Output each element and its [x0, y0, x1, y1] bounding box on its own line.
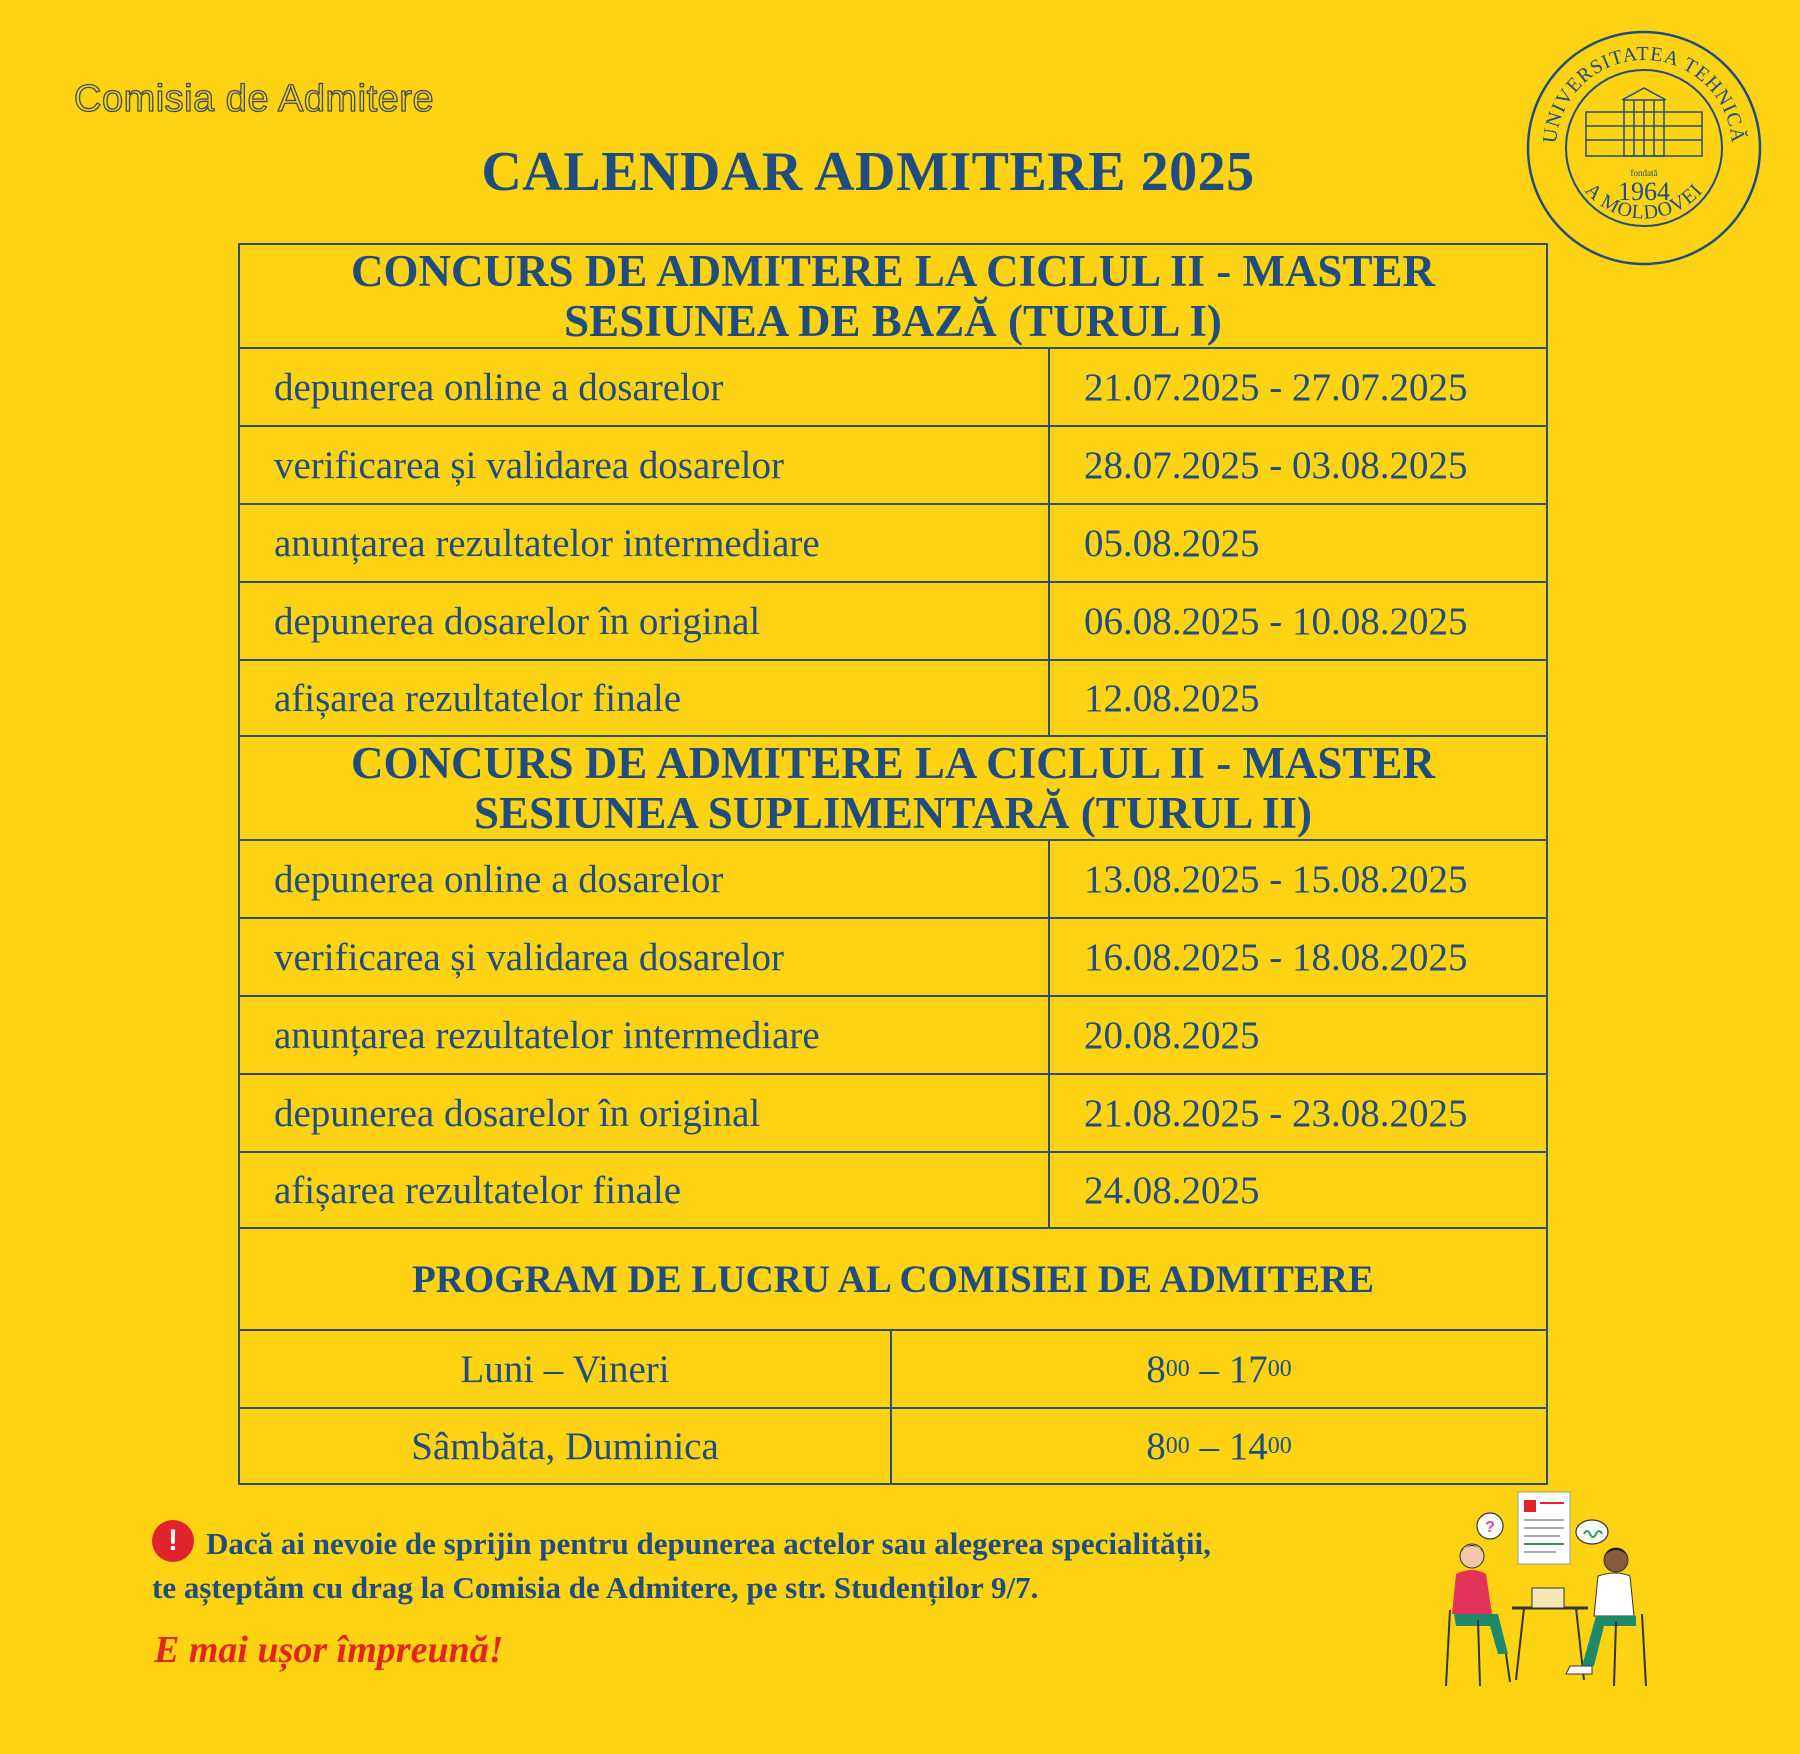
date-cell: 20.08.2025 [1084, 1013, 1260, 1057]
support-notice [152, 1520, 1422, 1610]
date-cell: 24.08.2025 [1084, 1168, 1260, 1212]
session-1-header [240, 245, 1546, 349]
activity-cell: afișarea rezultatelor finale [240, 1153, 1050, 1227]
schedule-hours: 8 00 – 14 00 [1146, 1424, 1292, 1468]
page-title: CALENDAR ADMITERE 2025 [481, 141, 1255, 203]
schedule-days: Sâmbăta, Duminica [240, 1409, 892, 1483]
svg-text:?: ? [1485, 1519, 1495, 1536]
notice-line-1: Dacă ai nevoie de sprijin pentru depunerea actelor sau alegerea specialității, [206, 1526, 1211, 1561]
table-row [240, 1075, 1546, 1153]
table-row [240, 841, 1546, 919]
activity-cell: depunerea dosarelor în original [240, 1075, 1050, 1151]
date-cell: 21.08.2025 - 23.08.2025 [1084, 1091, 1468, 1135]
date-cell: 12.08.2025 [1084, 676, 1260, 720]
session-2-title-line1: CONCURS DE ADMITERE LA CICLUL II - MASTER [351, 738, 1435, 788]
activity-cell: depunerea online a dosarelor [240, 841, 1050, 917]
date-cell: 13.08.2025 - 15.08.2025 [1084, 857, 1468, 901]
exclamation-icon: ! [152, 1520, 194, 1562]
session-1-title-line1: CONCURS DE ADMITERE LA CICLUL II - MASTER [351, 246, 1435, 296]
activity-cell: anunțarea rezultatelor intermediare [240, 997, 1050, 1073]
table-row [240, 997, 1546, 1075]
table-row [240, 661, 1546, 737]
session-2-header [240, 737, 1546, 841]
date-cell: 28.07.2025 - 03.08.2025 [1084, 443, 1468, 487]
table-row [240, 427, 1546, 505]
date-cell: 05.08.2025 [1084, 521, 1260, 565]
table-row [240, 505, 1546, 583]
table-row [240, 349, 1546, 427]
admission-calendar-table [238, 243, 1548, 1485]
activity-cell: depunerea dosarelor în original [240, 583, 1050, 659]
activity-cell: depunerea online a dosarelor [240, 349, 1050, 425]
table-row [240, 1153, 1546, 1229]
svg-text:1964: 1964 [1618, 177, 1670, 206]
activity-cell: verificarea și validarea dosarelor [240, 427, 1050, 503]
schedule-row [240, 1331, 1546, 1407]
schedule-header: PROGRAM DE LUCRU AL COMISIEI DE ADMITERE [240, 1229, 1546, 1331]
session-2-title-line2: SESIUNEA SUPLIMENTARĂ (TURUL II) [473, 788, 1313, 838]
date-cell: 06.08.2025 - 10.08.2025 [1084, 599, 1468, 643]
svg-text:fondată: fondată [1630, 168, 1658, 178]
table-row [240, 583, 1546, 661]
activity-cell: verificarea și validarea dosarelor [240, 919, 1050, 995]
session-1-title-line2: SESIUNEA DE BAZĂ (TURUL I) [564, 296, 1222, 346]
activity-cell: anunțarea rezultatelor intermediare [240, 505, 1050, 581]
table-row [240, 919, 1546, 997]
schedule-days: Luni – Vineri [240, 1331, 892, 1407]
schedule-hours: 8 00 – 17 00 [1146, 1347, 1292, 1391]
date-cell: 16.08.2025 - 18.08.2025 [1084, 935, 1468, 979]
date-cell: 21.07.2025 - 27.07.2025 [1084, 365, 1468, 409]
slogan: E mai ușor împreună! [154, 1629, 504, 1671]
svg-text:UNIVERSITATEA TEHNICĂ: UNIVERSITATEA TEHNICĂ [1538, 42, 1750, 145]
org-name: Comisia de Admitere [74, 78, 435, 120]
consultation-illustration-icon [1420, 1490, 1670, 1700]
svg-text:A MOLDOVEI: A MOLDOVEI [1580, 179, 1708, 224]
notice-line-2: te așteptăm cu drag la Comisia de Admitere, pe str. Studenților 9/7. [152, 1570, 1039, 1605]
activity-cell: afișarea rezultatelor finale [240, 661, 1050, 735]
schedule-row [240, 1407, 1546, 1483]
